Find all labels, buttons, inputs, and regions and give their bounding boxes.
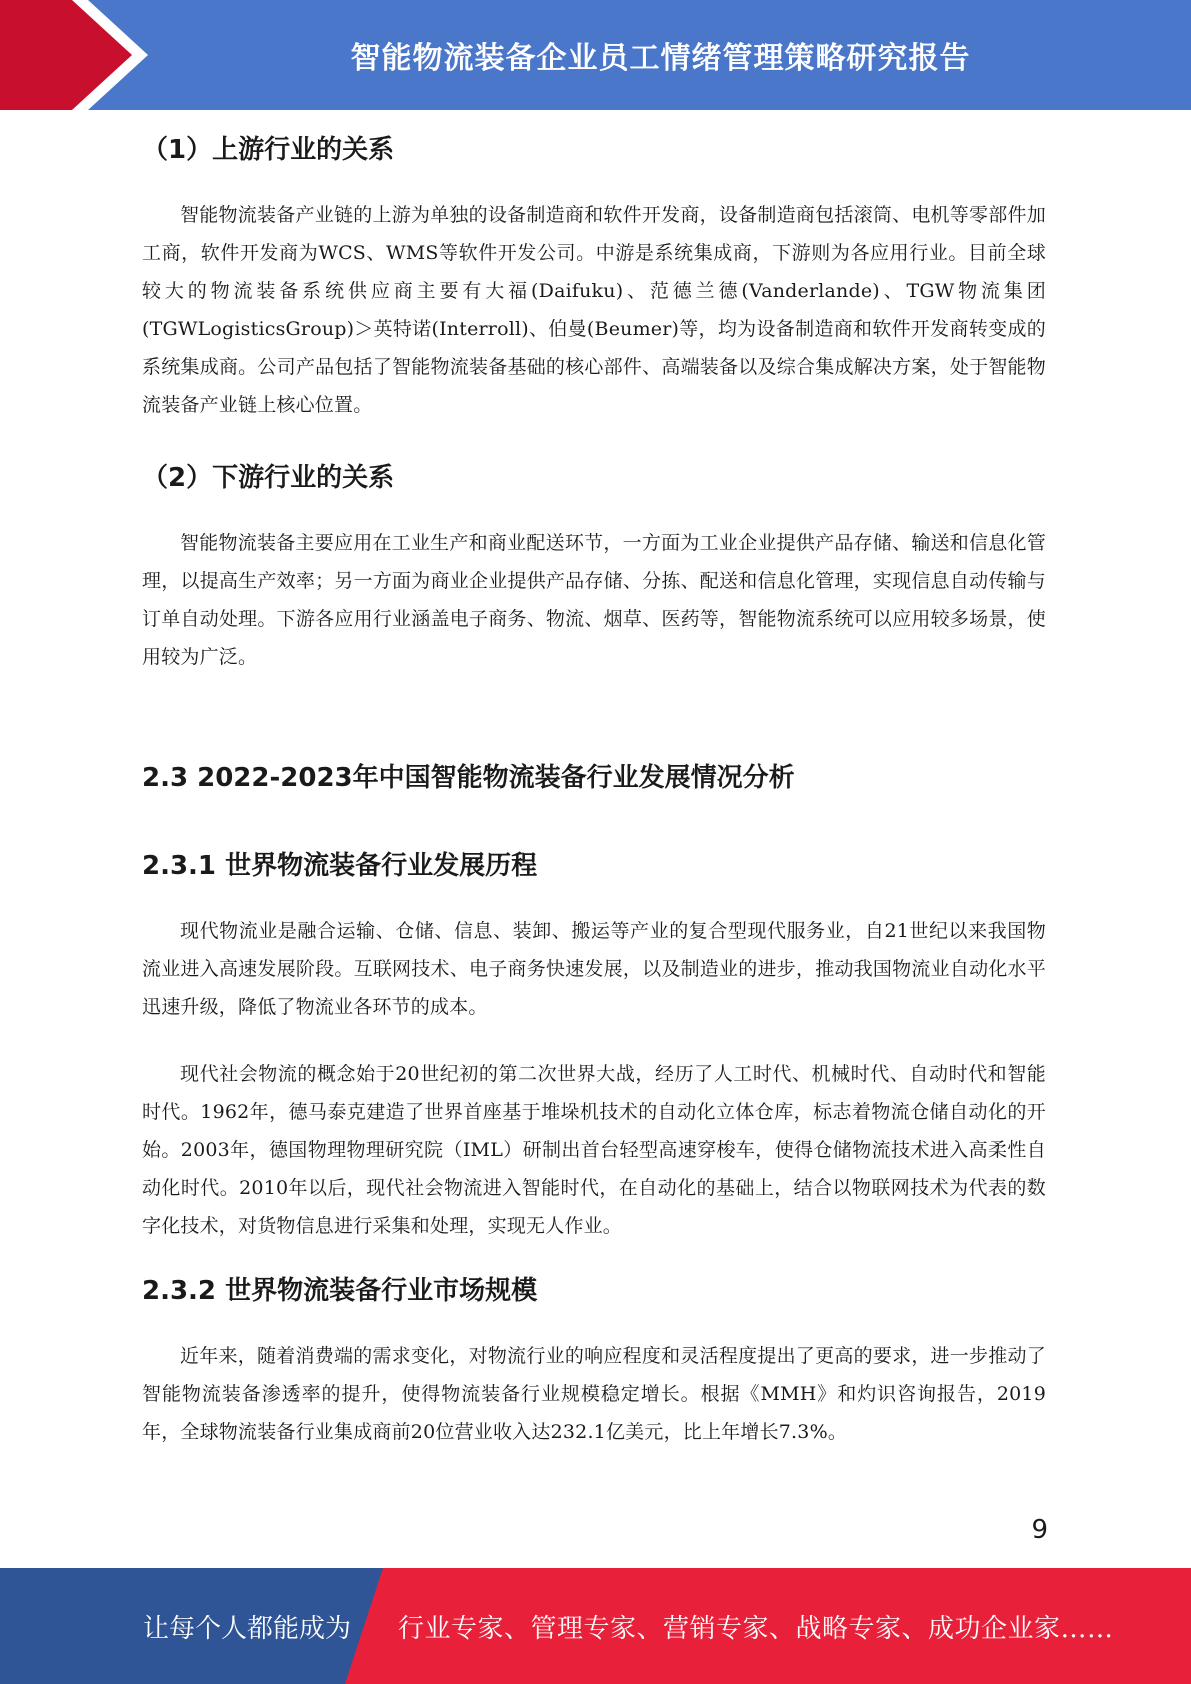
page-footer [0,1568,1191,1684]
document-body [142,118,1046,1451]
footer-slogan-right: 行业专家、管理专家、营销专家、战略专家、成功企业家…… [398,1613,1114,1644]
page-number: 9 [1031,1515,1048,1545]
paragraph-upstream: 智能物流装备产业链的上游为单独的设备制造商和软件开发商，设备制造商包括滚筒、电机等零部件加工商，软件开发商为WCS、WMS等软件开发公司。中游是系统集成商，下游则为各应用行业。目前全球较大的物流装备系统供应商主要有大福(Daifuku)、范德兰德(Vanderlande)、TGW物流集团(TGWLogisticsGroup)＞英特诺(Interroll)、伯曼(Beumer)等，均为设备制造商和软件开发商转变成的系统集成商。公司产品包括了智能物流装备基础的核心部件、高端装备以及综合集成解决方案，处于智能物流装备产业链上核心位置。 [142,204,1046,416]
section-heading-2-3: 2.3 2022-2023年中国智能物流装备行业发展情况分析 [142,763,795,793]
paragraph-downstream: 智能物流装备主要应用在工业生产和商业配送环节，一方面为工业企业提供产品存储、输送和信息化管理，以提高生产效率；另一方面为商业企业提供产品存储、分拣、配送和信息化管理，实现信息自动传输与订单自动处理。下游各应用行业涵盖电子商务、物流、烟草、医药等，智能物流系统可以应用较多场景，使用较为广泛。 [142,532,1046,668]
paragraph-2-3-1-b: 现代社会物流的概念始于20世纪初的第二次世界大战，经历了人工时代、机械时代、自动时代和智能时代。1962年，德马泰克建造了世界首座基于堆垛机技术的自动化立体仓库，标志着物流仓储自动化的开始。2003年，德国物理物理研究院（IML）研制出首台轻型高速穿梭车，使得仓储物流技术进入高柔性自动化时代。2010年以后，现代社会物流进入智能时代，在自动化的基础上，结合以物联网技术为代表的数字化技术，对货物信息进行采集和处理，实现无人作业。 [142,1063,1046,1237]
page-header [0,0,1191,110]
section-heading-2-3-1: 2.3.1 世界物流装备行业发展历程 [142,851,538,881]
paragraph-2-3-2: 近年来，随着消费端的需求变化，对物流行业的响应程度和灵活程度提出了更高的要求，进一步推动了智能物流装备渗透率的提升，使得物流装备行业规模稳定增长。根据《MMH》和灼识咨询报告，2019年，全球物流装备行业集成商前20位营业收入达232.1亿美元，比上年增长7.3%。 [142,1345,1046,1443]
header-arrow-decoration [0,0,160,110]
header-title: 智能物流装备企业员工情绪管理策略研究报告 [350,41,971,76]
section-heading-downstream: （2）下游行业的关系 [142,463,395,493]
footer-slogan-left: 让每个人都能成为 [143,1613,352,1644]
section-heading-2-3-2: 2.3.2 世界物流装备行业市场规模 [142,1276,538,1306]
paragraph-2-3-1-a: 现代物流业是融合运输、仓储、信息、装卸、搬运等产业的复合型现代服务业，自21世纪以来我国物流业进入高速发展阶段。互联网技术、电子商务快速发展，以及制造业的进步，推动我国物流业自动化水平迅速升级，降低了物流业各环节的成本。 [142,920,1046,1018]
section-heading-upstream: （1）上游行业的关系 [142,135,395,165]
